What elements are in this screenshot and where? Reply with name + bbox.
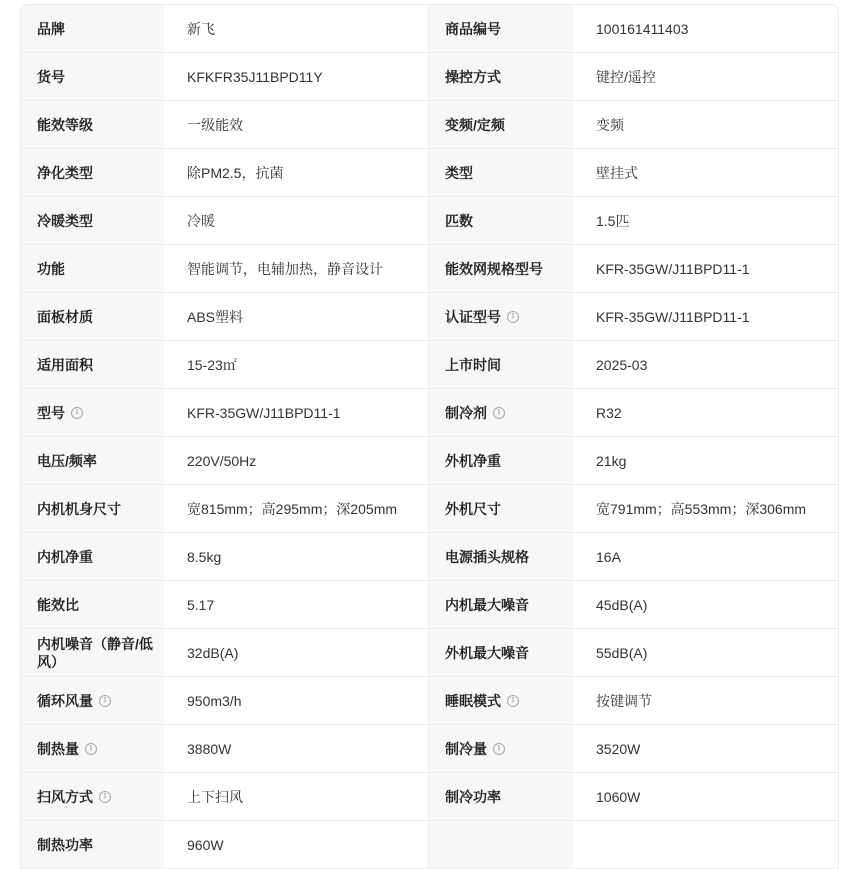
spec-row xyxy=(21,773,838,821)
spec-label xyxy=(21,629,164,676)
spec-row xyxy=(21,533,838,581)
spec-label-text: 外机净重 xyxy=(445,452,501,469)
spec-row xyxy=(21,53,838,101)
spec-value: 一级能效 xyxy=(164,101,429,148)
info-circle-icon[interactable]: i xyxy=(507,311,519,323)
spec-row xyxy=(21,293,838,341)
spec-label-text: 内机机身尺寸 xyxy=(37,500,121,517)
spec-label-text: 电源插头规格 xyxy=(445,548,529,565)
spec-row xyxy=(21,341,838,389)
spec-label xyxy=(429,245,573,292)
spec-row xyxy=(21,485,838,533)
spec-label-text: 循环风量 xyxy=(37,692,93,709)
spec-value: 5.17 xyxy=(164,581,429,628)
spec-label-text: 睡眠模式 xyxy=(445,692,501,709)
spec-label xyxy=(21,485,164,532)
spec-value: KFKFR35J11BPD11Y xyxy=(164,53,429,100)
spec-row xyxy=(21,389,838,437)
spec-value: 1.5匹 xyxy=(596,212,630,229)
spec-label-text: 冷暖类型 xyxy=(37,212,93,229)
spec-label xyxy=(21,773,164,820)
spec-label-text: 功能 xyxy=(37,260,65,277)
spec-label-text: 内机最大噪音 xyxy=(445,596,529,613)
spec-label-text: 变频/定频 xyxy=(445,116,505,133)
spec-label xyxy=(429,821,573,868)
spec-label xyxy=(21,293,164,340)
spec-value: 16A xyxy=(596,548,621,565)
spec-value: 1060W xyxy=(596,788,641,805)
info-circle-icon[interactable]: i xyxy=(493,743,505,755)
spec-label-text: 外机最大噪音 xyxy=(445,644,529,661)
spec-value: ABS塑料 xyxy=(164,293,429,340)
spec-label xyxy=(429,773,573,820)
spec-label xyxy=(429,341,573,388)
spec-value: 键控/遥控 xyxy=(596,68,656,85)
spec-label xyxy=(429,293,573,340)
spec-value: 32dB(A) xyxy=(164,629,429,676)
spec-label xyxy=(21,389,164,436)
spec-label xyxy=(21,533,164,580)
spec-label xyxy=(429,533,573,580)
spec-value: 新飞 xyxy=(164,5,429,52)
spec-label-text: 货号 xyxy=(37,68,65,85)
spec-row xyxy=(21,149,838,197)
spec-label xyxy=(429,485,573,532)
info-circle-icon[interactable]: i xyxy=(493,407,505,419)
spec-value: 智能调节，电辅加热，静音设计 xyxy=(164,245,429,292)
spec-label-text: 制热功率 xyxy=(37,836,93,853)
spec-value: 除PM2.5，抗菌 xyxy=(164,149,429,196)
spec-label xyxy=(429,5,573,52)
info-circle-icon[interactable]: i xyxy=(99,695,111,707)
spec-value: 45dB(A) xyxy=(596,596,648,613)
spec-label xyxy=(429,53,573,100)
spec-label xyxy=(21,245,164,292)
spec-value: KFR-35GW/J11BPD11-1 xyxy=(596,260,750,277)
spec-label xyxy=(21,821,164,868)
spec-label-text: 能效等级 xyxy=(37,116,93,133)
spec-label-text: 型号 xyxy=(37,404,65,421)
spec-row xyxy=(21,581,838,629)
spec-value: 2025-03 xyxy=(596,356,648,373)
spec-value: 3880W xyxy=(164,725,429,772)
spec-label-text: 制冷功率 xyxy=(445,788,501,805)
spec-value: 按键调节 xyxy=(596,692,652,709)
spec-label-text: 制热量 xyxy=(37,740,79,757)
spec-value: 宽791mm；高553mm；深306mm xyxy=(596,500,807,517)
spec-label-text: 外机尺寸 xyxy=(445,500,501,517)
spec-label xyxy=(21,725,164,772)
spec-label-text: 扫风方式 xyxy=(37,788,93,805)
spec-label-text: 类型 xyxy=(445,164,473,181)
spec-label-text: 品牌 xyxy=(37,20,65,37)
spec-row xyxy=(21,245,838,293)
spec-label xyxy=(429,629,573,676)
spec-label xyxy=(429,725,573,772)
spec-label xyxy=(21,341,164,388)
spec-value: 21kg xyxy=(596,452,627,469)
info-circle-icon[interactable]: i xyxy=(85,743,97,755)
spec-label-text: 面板材质 xyxy=(37,308,93,325)
spec-value: 宽815mm；高295mm；深205mm xyxy=(164,485,429,532)
spec-row xyxy=(21,5,838,53)
spec-value: 上下扫风 xyxy=(164,773,429,820)
spec-value: R32 xyxy=(596,404,622,421)
spec-value: 100161411403 xyxy=(596,20,689,37)
spec-label-text: 认证型号 xyxy=(445,308,501,325)
spec-value: 冷暖 xyxy=(164,197,429,244)
spec-row xyxy=(21,725,838,773)
spec-label-text: 操控方式 xyxy=(445,68,501,85)
spec-label xyxy=(21,197,164,244)
spec-value: 220V/50Hz xyxy=(164,437,429,484)
spec-label-text: 净化类型 xyxy=(37,164,93,181)
spec-value: 变频 xyxy=(596,116,624,133)
info-circle-icon[interactable]: i xyxy=(71,407,83,419)
spec-label xyxy=(429,437,573,484)
spec-label xyxy=(429,149,573,196)
spec-label-text: 电压/频率 xyxy=(37,452,97,469)
spec-label-text: 匹数 xyxy=(445,212,473,229)
spec-row xyxy=(21,821,838,869)
spec-label-text: 制冷剂 xyxy=(445,404,487,421)
spec-label-text: 能效比 xyxy=(37,596,79,613)
spec-value: 55dB(A) xyxy=(596,644,648,661)
spec-label xyxy=(21,53,164,100)
spec-value: 15-23㎡ xyxy=(164,341,429,388)
spec-label xyxy=(21,437,164,484)
spec-row xyxy=(21,629,838,677)
spec-label-text: 适用面积 xyxy=(37,356,93,373)
spec-row xyxy=(21,101,838,149)
spec-label xyxy=(21,581,164,628)
spec-label xyxy=(429,389,573,436)
spec-label-text: 能效网规格型号 xyxy=(445,260,543,277)
spec-label-text: 商品编号 xyxy=(445,20,501,37)
spec-label xyxy=(429,101,573,148)
spec-label xyxy=(21,149,164,196)
spec-row xyxy=(21,437,838,485)
spec-value: 壁挂式 xyxy=(596,164,638,181)
spec-label xyxy=(21,5,164,52)
spec-label xyxy=(429,581,573,628)
spec-row xyxy=(21,677,838,725)
spec-table xyxy=(20,4,839,869)
spec-value: KFR-35GW/J11BPD11-1 xyxy=(164,389,429,436)
spec-label xyxy=(21,677,164,724)
spec-value: 950m3/h xyxy=(164,677,429,724)
spec-label xyxy=(429,677,573,724)
spec-label xyxy=(429,197,573,244)
spec-label xyxy=(21,101,164,148)
info-circle-icon[interactable]: i xyxy=(507,695,519,707)
spec-row xyxy=(21,197,838,245)
spec-label-text: 制冷量 xyxy=(445,740,487,757)
spec-label-text: 内机净重 xyxy=(37,548,93,565)
spec-label-text: 上市时间 xyxy=(445,356,501,373)
spec-value: 960W xyxy=(164,821,429,868)
spec-value: KFR-35GW/J11BPD11-1 xyxy=(596,308,750,325)
info-circle-icon[interactable]: i xyxy=(99,791,111,803)
spec-value: 3520W xyxy=(596,740,641,757)
spec-label-text: 内机噪音（静音/低风） xyxy=(37,635,153,670)
spec-value: 8.5kg xyxy=(164,533,429,580)
spec-value xyxy=(573,821,837,868)
